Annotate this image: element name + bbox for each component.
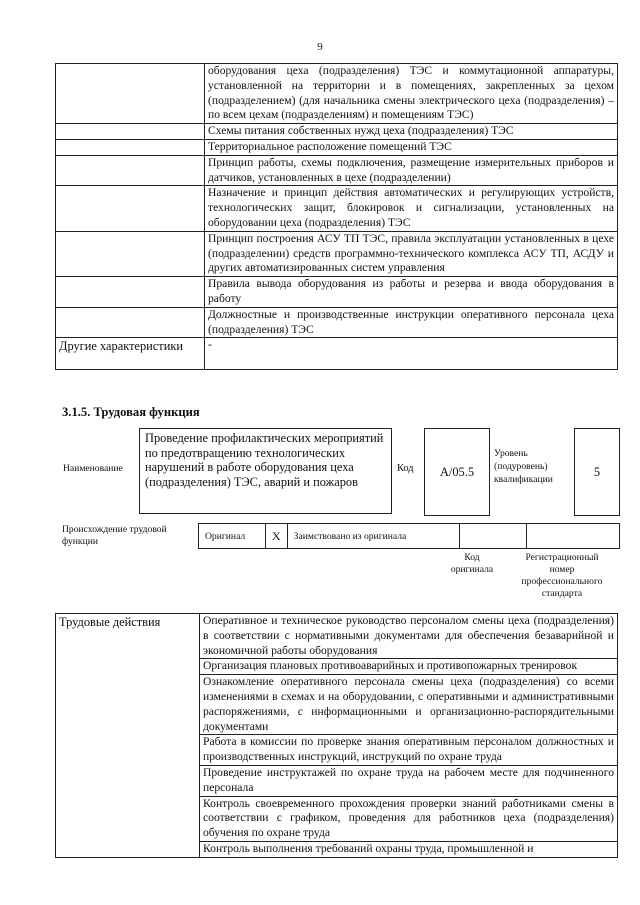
origin-table [198, 523, 620, 549]
knowledge-item: Схемы питания собственных нужд цеха (подразделения) ТЭС [205, 124, 618, 140]
empty-label-cell [56, 186, 205, 231]
knowledge-table [55, 63, 618, 370]
empty-label-cell [56, 155, 205, 186]
code-label: Код [397, 463, 414, 474]
knowledge-item: Территориальное расположение помещений ТЭС [205, 139, 618, 155]
action-item: Работа в комиссии по проверке знания оперативным персоналом должностных и производственных инструкций, инструкций по охране труда [200, 735, 618, 766]
empty-label-cell [56, 231, 205, 276]
actions-table [55, 613, 618, 858]
name-label: Наименование [63, 463, 123, 474]
knowledge-item: Должностные и производственные инструкции оперативного персонала цеха (подразделения) ТЭС [205, 307, 618, 338]
knowledge-item: Принцип работы, схемы подключения, размещение измерительных приборов и датчиков, установленных в цехе (подразделении) [205, 155, 618, 186]
empty-label-cell [56, 64, 205, 124]
original-mark: X [266, 524, 288, 549]
knowledge-item: оборудования цеха (подразделения) ТЭС и коммутационной аппаратуры, установленной на территории и в помещениях, закрепленных за цехом (подразделением) (для начальника смены электрического цеха (подразделения) – по всем цехам (подразделениям) и помещениям ТЭС) [205, 64, 618, 124]
action-item: Организация плановых противоаварийных и противопожарных тренировок [200, 659, 618, 675]
original-label: Оригинал [199, 524, 266, 549]
action-item: Ознакомление оперативного персонала смены цеха (подразделения) со всеми изменениями в схемах и на оборудовании, с оперативными и административными распоряжениями, с информационными и организационно-распорядительными документами [200, 675, 618, 735]
section-heading: 3.1.5. Трудовая функция [62, 405, 200, 419]
function-code: A/05.5 [424, 428, 490, 516]
empty-label-cell [56, 307, 205, 338]
other-characteristics-value: - [205, 338, 618, 370]
empty-label-cell [56, 277, 205, 308]
borrowed-label: Заимствовано из оригинала [287, 524, 459, 549]
knowledge-item: Назначение и принцип действия автоматических и регулирующих устройств, технологических защит, блокировок и сигнализации, установленных на оборудовании цеха (подразделения) ТЭС [205, 186, 618, 231]
function-name: Проведение профилактических мероприятий по предотвращению технологических нарушений в работе оборудования цеха (подразделения) ТЭС, аварий и пожаров [139, 428, 392, 514]
other-characteristics-label: Другие характеристики [56, 338, 205, 370]
level-label: Уровень (подуровень) квалификации [494, 448, 553, 485]
qualification-level: 5 [574, 428, 620, 516]
action-item: Оперативное и техническое руководство персоналом смены цеха (подразделения) в соответствии с нормативными документами для обеспечения безаварийной и экономичной работы оборудования [200, 614, 618, 659]
action-item: Проведение инструктажей по охране труда на рабочем месте для подчиненного персонала [200, 765, 618, 796]
actions-label: Трудовые действия [56, 614, 200, 858]
empty-label-cell [56, 139, 205, 155]
action-item: Контроль своевременного прохождения проверки знаний работниками смены в соответствии с графиком, проведения для работников цеха (подразделения) обучения по охране труда [200, 796, 618, 841]
code-original-cell [459, 524, 526, 549]
knowledge-item: Принцип построения АСУ ТП ТЭС, правила эксплуатации установленных в цехе (подразделении) средств программно-технического комплекса АСУ ТП, АСДУ и других автоматизированных систем управления [205, 231, 618, 276]
reg-number-caption: Регистрационный номер профессионального стандарта [521, 552, 603, 599]
knowledge-item: Правила вывода оборудования из работы и резерва и ввода оборудования в работу [205, 277, 618, 308]
empty-label-cell [56, 124, 205, 140]
code-original-caption: Код оригинала [450, 552, 494, 575]
origin-label: Происхождение трудовой функции [62, 524, 167, 547]
reg-number-cell [526, 524, 619, 549]
action-item: Контроль выполнения требований охраны труда, промышленной и [200, 841, 618, 857]
page-number: 9 [317, 41, 323, 53]
